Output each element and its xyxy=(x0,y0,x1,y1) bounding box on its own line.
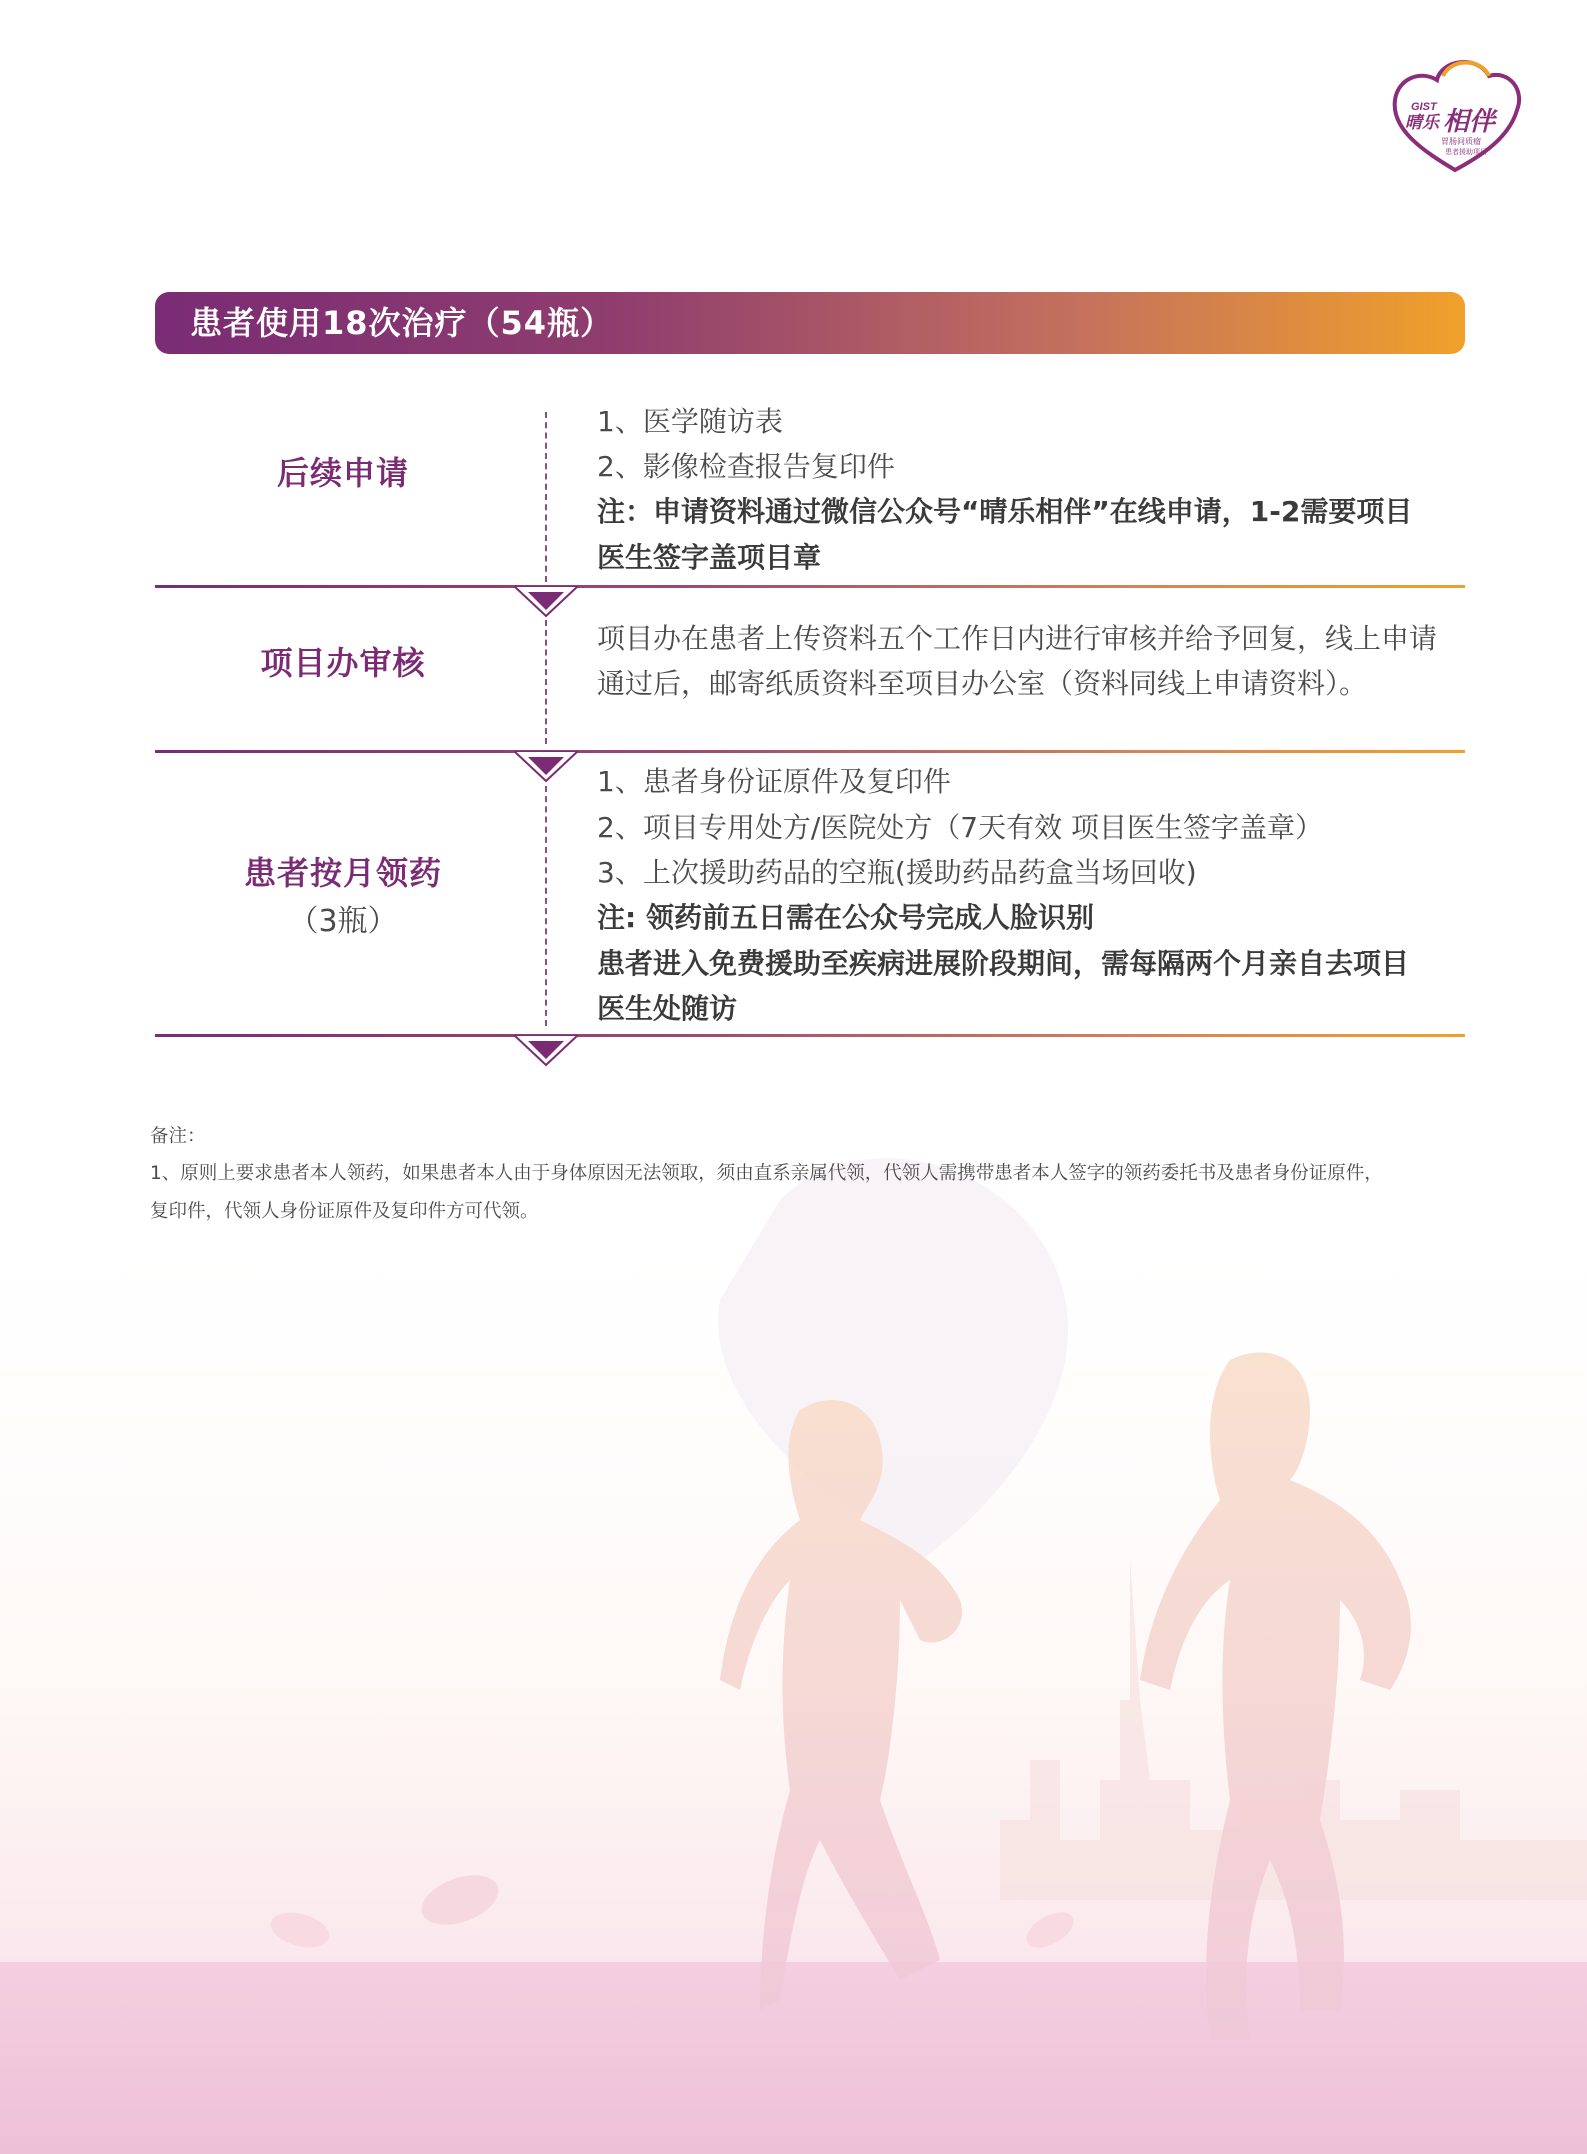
row1-line: 2、影像检查报告复印件 xyxy=(597,450,895,483)
remarks-label: 备注： xyxy=(150,1126,206,1147)
row-title-project-review: 项目办审核 xyxy=(260,644,426,682)
row3-line: 1、患者身份证原件及复印件 xyxy=(597,765,951,798)
connector-dashed-line xyxy=(545,786,547,1026)
down-arrow-icon xyxy=(514,1035,578,1067)
remarks-line: 复印件，代领人身份证原件及复印件方可代领。 xyxy=(150,1201,539,1222)
logo-brand-top: GIST xyxy=(1411,101,1437,113)
row3-line: 2、项目专用处方/医院处方（7天有效 项目医生签字盖章） xyxy=(597,811,1323,844)
connector-dashed-line xyxy=(545,620,547,744)
row3-note-line: 患者进入免费援助至疾病进展阶段期间，需每隔两个月亲自去项目 xyxy=(597,947,1410,980)
logo-brand-right: 相伴 xyxy=(1443,107,1496,137)
down-arrow-icon xyxy=(514,586,578,618)
row1-note-line: 注：申请资料通过微信公众号“晴乐相伴”在线申请，1-2需要项目 xyxy=(597,495,1413,528)
row2-line: 通过后，邮寄纸质资料至项目办公室（资料同线上申请资料）。 xyxy=(597,667,1368,700)
logo-brand-left: 晴乐 xyxy=(1405,113,1439,133)
row-divider xyxy=(155,585,1465,588)
row-divider xyxy=(155,1034,1465,1037)
row-title-follow-up: 后续申请 xyxy=(276,454,409,492)
connector-dashed-line xyxy=(545,412,547,582)
logo-tagline-1: 胃肠间质瘤 xyxy=(1441,137,1481,146)
row-divider xyxy=(155,750,1465,753)
logo-tagline-2: 患者援助项目 xyxy=(1445,148,1487,156)
row-subtitle-bottles: （3瓶） xyxy=(288,904,398,939)
row3-note-line: 注: 领药前五日需在公众号完成人脸识别 xyxy=(597,901,1094,934)
row1-note-line: 医生签字盖项目章 xyxy=(597,541,822,574)
row3-line: 3、上次援助药品的空瓶(援助药品药盒当场回收) xyxy=(597,856,1197,889)
brand-logo xyxy=(1385,52,1525,180)
section-title: 患者使用18次治疗（54瓶） xyxy=(190,304,614,342)
row1-line: 1、医学随访表 xyxy=(597,405,783,438)
row3-note-line: 医生处随访 xyxy=(597,992,738,1025)
down-arrow-icon xyxy=(514,751,578,783)
row2-line: 项目办在患者上传资料五个工作日内进行审核并给予回复，线上申请 xyxy=(597,622,1438,655)
section-header-bar xyxy=(155,292,1465,354)
row-title-monthly-pickup: 患者按月领药 xyxy=(243,854,442,892)
remarks-line: 1、原则上要求患者本人领药，如果患者本人由于身体原因无法领取，须由直系亲属代领，代领人需携带患者本人签字的领药委托书及患者身份证原件， xyxy=(150,1163,1383,1184)
